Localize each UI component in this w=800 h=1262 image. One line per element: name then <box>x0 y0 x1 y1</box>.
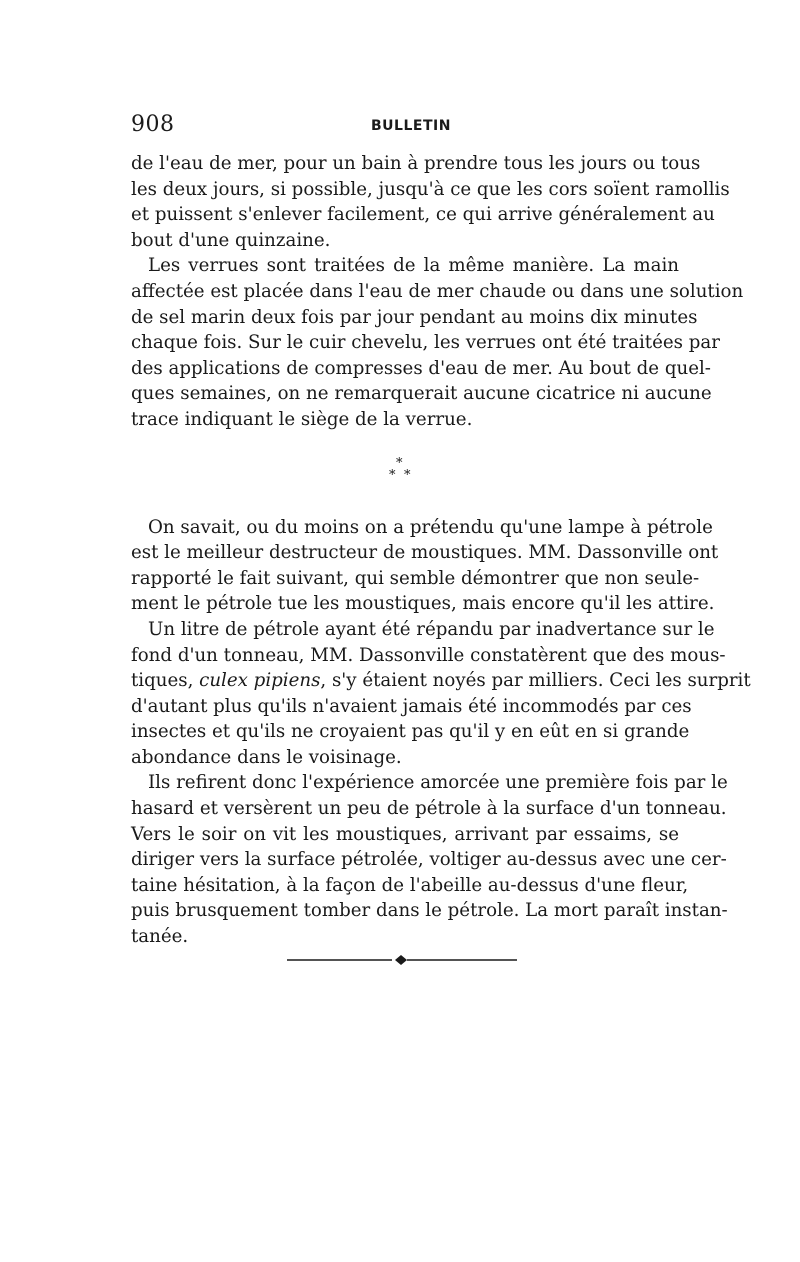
paragraph-5 <box>131 770 728 949</box>
text-line: des applications de compresses d'eau de mer. Au bout de quel- <box>131 357 711 379</box>
text-line: Ils refirent donc l'expérience amorcée une première fois par le <box>148 772 728 794</box>
page-body <box>131 151 751 950</box>
text-line: est le meilleur destructeur de moustiques. MM. Dassonville ont <box>131 542 719 564</box>
species-name-italic: culex pipiens <box>199 670 321 692</box>
page-header <box>131 112 679 142</box>
text-line: diriger vers la surface pétrolée, voltiger au-dessus avec une cer- <box>131 849 727 871</box>
diamond-ornament-icon <box>395 955 407 965</box>
text-run: , s'y étaient noyés par milliers. Ceci les surprit <box>320 670 751 692</box>
running-head: BULLETIN <box>371 118 451 134</box>
text-line: Un litre de pétrole ayant été répandu par inadvertance sur le <box>148 618 715 640</box>
asterisk-left: * <box>389 467 396 483</box>
text-line: On savait, ou du moins on a prétendu qu'une lampe à pétrole <box>148 516 713 538</box>
text-line: et puissent s'enlever facilement, ce qui arrive généralement au <box>131 204 715 226</box>
text-line: insectes et qu'ils ne croyaient pas qu'il y en eût en si grande <box>131 721 690 743</box>
end-ornament-rule <box>287 950 517 970</box>
text-line: ques semaines, on ne remarquerait aucune cicatrice ni aucune <box>131 383 712 405</box>
text-line: tanée. <box>131 926 189 948</box>
text-line: trace indiquant le siège de la verrue. <box>131 408 473 430</box>
paragraph-4 <box>131 617 751 771</box>
page-number: 908 <box>131 112 175 137</box>
paragraph-1 <box>131 151 730 253</box>
text-line: de l'eau de mer, pour un bain à prendre tous les jours ou tous <box>131 153 701 174</box>
section-separator-asterism <box>131 433 679 515</box>
text-line: les deux jours, si possible, jusqu'à ce que les cors soïent ramollis <box>131 178 730 200</box>
text-run: tiques, <box>131 670 200 692</box>
asterisk-right: * <box>404 467 411 483</box>
text-line: abondance dans le voisinage. <box>131 746 402 768</box>
text-line: d'autant plus qu'ils n'avaient jamais été incommodés par ces <box>131 695 692 717</box>
text-line: hasard et versèrent un peu de pétrole à la surface d'un tonneau. <box>131 798 727 820</box>
text-line-with-italic <box>131 668 751 694</box>
text-line: bout d'une quinzaine. <box>131 229 331 251</box>
text-line: Vers le soir on vit les moustiques, arrivant par essaims, se <box>131 823 679 845</box>
text-line: chaque fois. Sur le cuir chevelu, les verrues ont été traitées par <box>131 332 720 354</box>
text-line: affectée est placée dans l'eau de mer chaude ou dans une solution <box>131 280 744 302</box>
text-line: Les verrues sont traitées de la même manière. La main <box>148 255 679 277</box>
text-line: de sel marin deux fois par jour pendant au moins dix minutes <box>131 306 698 328</box>
text-line: fond d'un tonneau, MM. Dassonville constatèrent que des mous- <box>131 644 726 666</box>
text-line: rapporté le fait suivant, qui semble démontrer que non seule- <box>131 567 700 589</box>
text-line: puis brusquement tomber dans le pétrole. La mort paraît instan- <box>131 900 728 922</box>
paragraph-3 <box>131 515 719 617</box>
text-line: taine hésitation, à la façon de l'abeille au-dessus d'une fleur, <box>131 874 689 896</box>
asterisk-top: * <box>396 455 403 471</box>
text-line: ment le pétrole tue les moustiques, mais encore qu'il les attire. <box>131 593 715 615</box>
paragraph-2 <box>131 253 744 432</box>
